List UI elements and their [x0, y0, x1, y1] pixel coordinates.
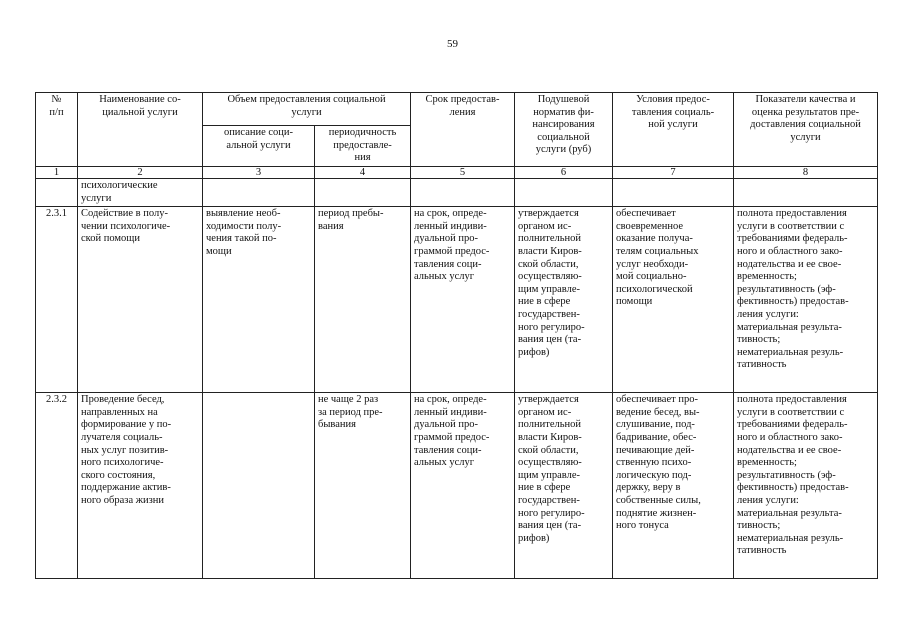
column-number: 1: [36, 167, 78, 179]
table-row: [36, 393, 878, 579]
column-number: 5: [411, 167, 515, 179]
services-table: [35, 92, 878, 579]
header-row: [36, 93, 878, 126]
header-conditions: Условия предос- тавления социаль- ной услуги: [613, 93, 734, 167]
service-description: выявление необ- ходимости полу- чения такой по- мощи: [203, 207, 315, 393]
header-name: Наименование со- циальной услуги: [78, 93, 203, 167]
row-number: 2.3.1: [36, 207, 78, 393]
service-norm: утверждается органом ис- полнительной власти Киров- ской области, осуществляю- щим управле- ние в сфере государствен- ного регулиро- вания цен (та- рифов): [515, 393, 613, 579]
table-cell: [515, 179, 613, 207]
page-number: 59: [447, 38, 458, 50]
header-volume: Объем предоставления социальной услуги: [203, 93, 411, 126]
row-number: 2.3.2: [36, 393, 78, 579]
service-norm: утверждается органом ис- полнительной власти Киров- ской области, осуществляю- щим управле- ние в сфере государствен- ного регулиро- вания цен (та- рифов): [515, 207, 613, 393]
service-name: Содействие в полу- чении психологиче- ской помощи: [78, 207, 203, 393]
column-number: 2: [78, 167, 203, 179]
table-cell: [613, 179, 734, 207]
header-quality: Показатели качества и оценка результатов пре- доставления социальной услуги: [734, 93, 878, 167]
header-norm: Подушевой норматив фи- нансирования социальной услуги (руб): [515, 93, 613, 167]
continuation-name: психологические услуги: [78, 179, 203, 207]
table-cell: [203, 179, 315, 207]
table-cell: [36, 179, 78, 207]
table-cell: [734, 179, 878, 207]
table-cell: [315, 179, 411, 207]
column-number: 3: [203, 167, 315, 179]
service-description: [203, 393, 315, 579]
continuation-row: [36, 179, 878, 207]
service-conditions: обеспечивает про- ведение бесед, вы- слушивание, под- бадривание, обес- печивающие дей- ственную психо- логическую под- держку, веру в собственные силы, поднятие жизнен- ного тонуса: [613, 393, 734, 579]
service-quality: полнота предоставления услуги в соответствии с требованиями федераль- ного и областного зако- нодательства и ее свое- временность; результативность (эф- фективность) предостав- ления услуги: материальная результа- тивность; нематериальная резуль- тативность: [734, 393, 878, 579]
column-number-row: [36, 167, 878, 179]
column-number: 7: [613, 167, 734, 179]
service-term: на срок, опреде- ленный индиви- дуальной про- граммой предос- тавления соци- альных услуг: [411, 207, 515, 393]
service-frequency: период пребы- вания: [315, 207, 411, 393]
service-conditions: обеспечивает своевременное оказание получа- телям социальных услуг необходи- мой социально- психологической помощи: [613, 207, 734, 393]
header-term: Срок предостав- ления: [411, 93, 515, 167]
column-number: 6: [515, 167, 613, 179]
service-term: на срок, опреде- ленный индиви- дуальной про- граммой предос- тавления соци- альных услуг: [411, 393, 515, 579]
column-number: 8: [734, 167, 878, 179]
table-cell: [411, 179, 515, 207]
service-frequency: не чаще 2 раз за период пре- бывания: [315, 393, 411, 579]
table-row: [36, 207, 878, 393]
service-quality: полнота предоставления услуги в соответствии с требованиями федераль- ного и областного зако- нодательства и ее свое- временность; результативность (эф- фективность) предостав- ления услуги: материальная результа- тивность; нематериальная резуль- тативность: [734, 207, 878, 393]
header-volume-freq: периодичность предоставле- ния: [315, 126, 411, 167]
header-volume-desc: описание соци- альной услуги: [203, 126, 315, 167]
header-num: № п/п: [36, 93, 78, 167]
service-name: Проведение бесед, направленных на формирование у по- лучателя социаль- ных услуг позитив- ного психологиче- ского состояния, поддержание актив- ного образа жизни: [78, 393, 203, 579]
column-number: 4: [315, 167, 411, 179]
